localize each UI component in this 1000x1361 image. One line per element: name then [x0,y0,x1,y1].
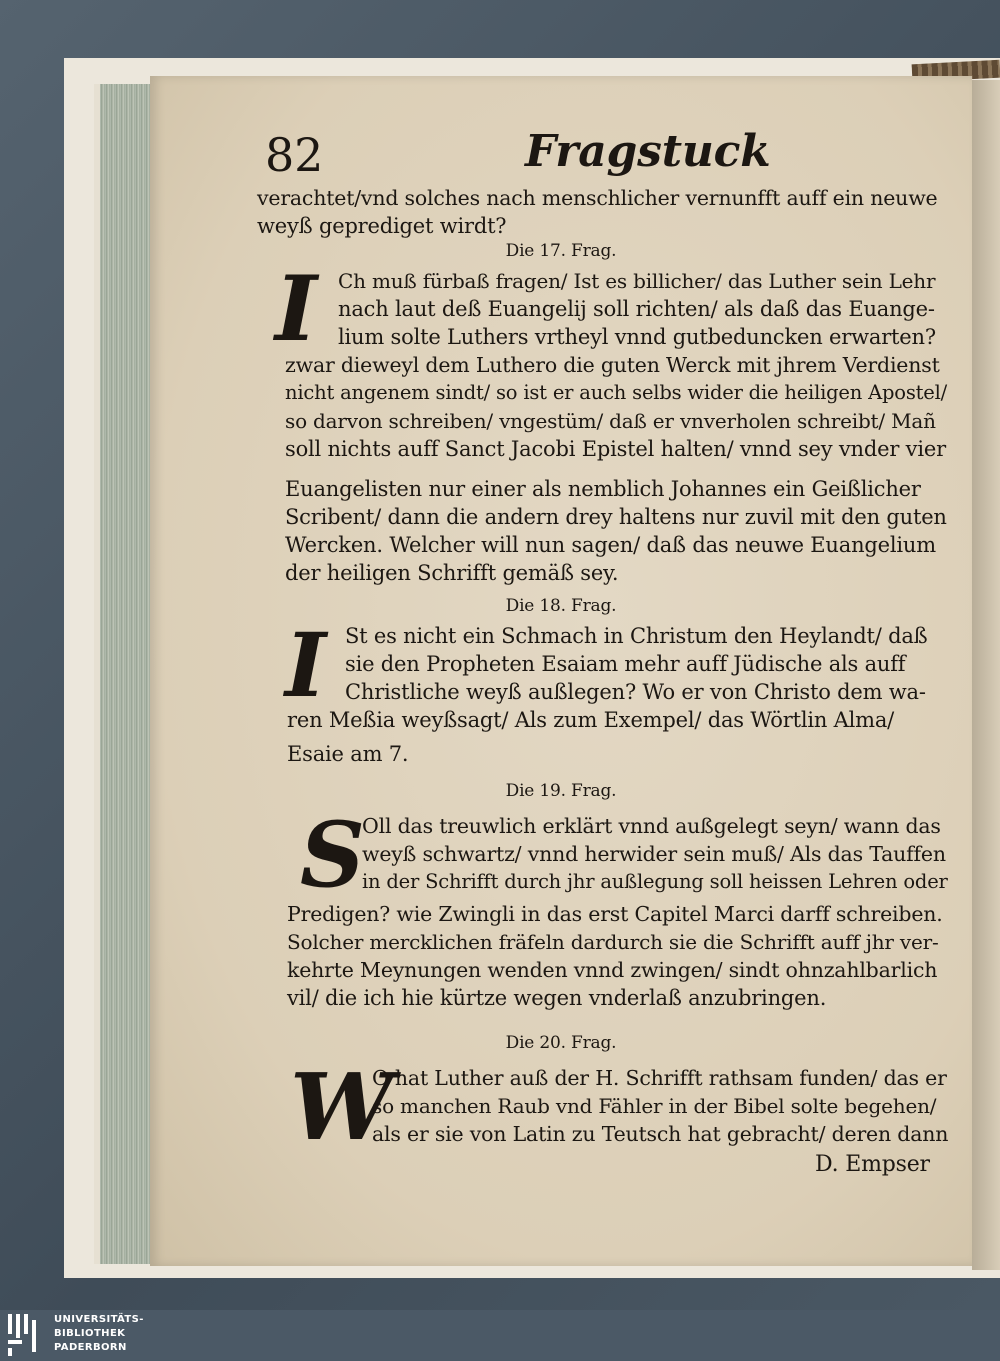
text-line: weyß schwartz/ vnnd herwider sein muß/ Als das Tauffen [362,842,946,866]
drop-cap-initial: S [300,802,365,908]
text-line: nach laut deß Euangelij soll richten/ als daß das Euange- [338,297,935,321]
text-line: lium solte Luthers vrtheyl vnnd gutbeduncken erwarten? [338,325,936,349]
text-line: Ch muß fürbaß fragen/ Ist es billicher/ das Luther sein Lehr [338,269,936,293]
library-name-line: BIBLIOTHEK [54,1328,126,1339]
drop-cap-initial: I [275,256,318,362]
library-name-line: PADERBORN [54,1342,127,1353]
text-line: St es nicht ein Schmach in Christum den Heylandt/ daß [345,624,928,648]
book-page [150,76,972,1266]
text-line: Predigen? wie Zwingli in das erst Capitel Marci darff schreiben. [287,902,943,926]
running-title: Fragstuck [525,126,771,177]
text-line: Scribent/ dann die andern drey haltens nur zuvil mit den guten [285,505,947,529]
library-footer [0,1310,1000,1361]
library-name-line: UNIVERSITÄTS- [54,1314,144,1325]
text-line: so darvon schreiben/ vngestüm/ daß er vnverholen schreibt/ Mañ [285,409,936,433]
question-heading: Die 19. Frag. [505,781,617,801]
text-line: nicht angenem sindt/ so ist er auch selbs wider die heiligen Apostel/ [285,381,948,404]
text-line: so manchen Raub vnd Fähler in der Bibel solte begehen/ [372,1094,937,1118]
page-number: 82 [265,128,324,182]
drop-cap-initial: W [290,1053,394,1161]
text-line: kehrte Meynungen wenden vnnd zwingen/ sindt ohnzahlbarlich [287,958,938,982]
text-line: Solcher mercklichen fräfeln dardurch sie die Schrifft auff jhr ver- [287,930,939,954]
text-line: in der Schrifft durch jhr außlegung soll heissen Lehren oder [362,870,948,893]
text-line: Oll das treuwlich erklärt vnnd außgelegt seyn/ wann das [362,814,941,838]
text-line: als er sie von Latin zu Teutsch hat gebracht/ deren dann [372,1122,949,1146]
text-line: soll nichts auff Sanct Jacobi Epistel halten/ vnnd sey vnder vier [285,437,946,461]
question-heading: Die 18. Frag. [505,596,617,616]
text-line: Euangelisten nur einer als nemblich Johannes ein Geißlicher [285,477,921,501]
text-line: verachtet/vnd solches nach menschlicher vernunfft auff ein neuwe [257,186,938,210]
text-line: der heiligen Schrifft gemäß sey. [285,561,619,585]
text-line: Wercken. Welcher will nun sagen/ daß das neuwe Euangelium [285,533,936,557]
text-line: O hat Luther auß der H. Schrifft rathsam funden/ das er [372,1066,947,1090]
text-line: Christliche weyß außlegen? Wo er von Christo dem wa- [345,680,926,704]
question-heading: Die 17. Frag. [505,241,617,261]
text-line: Esaie am 7. [287,742,409,766]
text-line: weyß geprediget wirdt? [257,214,507,238]
text-line: ren Meßia weyßsagt/ Als zum Exempel/ das Wörtlin Alma/ [287,708,895,732]
text-line: sie den Propheten Esaiam mehr auff Jüdische als auff [345,652,906,676]
catchword: D. Empser [815,1152,930,1177]
drop-cap-initial: I [285,613,327,717]
question-heading: Die 20. Frag. [505,1033,617,1053]
text-line: zwar dieweyl dem Luthero die guten Werck mit jhrem Verdienst [285,353,940,377]
text-line: vil/ die ich hie kürtze wegen vnderlaß anzubringen. [287,986,827,1010]
facing-page-edge [972,80,1000,1270]
